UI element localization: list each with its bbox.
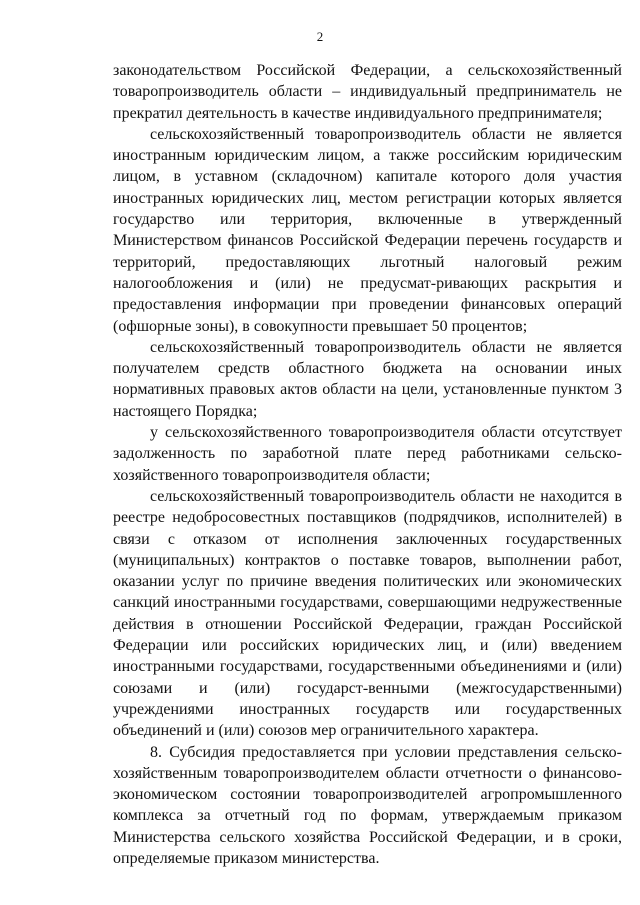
document-body [113, 60, 622, 869]
paragraph: сельскохозяйственный товаропроизводитель области не является иностранным юридическим лицом, а также российским юридическим лицом, в уставном (складочном) капитале которого доля участия иностранных юридических лиц, местом регистрации которых является государство или территория, включенные в утвержденный Министерством финансов Российской Федерации перечень государств и территорий, предоставляющих льготный налоговый режим налогообложения и (или) не предусмат-ривающих раскрытия и предоставления информации при проведении финансовых операций (офшорные зоны), в совокупности превышает 50 процентов; [113, 125, 622, 335]
paragraph: 8. Субсидия предоставляется при условии представления сельско-хозяйственным товаропроизводителем области отчетности о финансово-экономическом состоянии товаропроизводителей агропромышленного комплекса за отчетный год по формам, утверждаемым приказом Министерства сельского хозяйства Российской Федерации, и в сроки, определяемые приказом министерства. [113, 743, 622, 867]
paragraph: сельскохозяйственный товаропроизводитель области не является получателем средств областного бюджета на основании иных нормативных правовых актов области на цели, установленные пунктом 3 настоящего Порядка; [113, 338, 622, 420]
paragraph: сельскохозяйственный товаропроизводитель области не находится в реестре недобросовестных поставщиков (подрядчиков, исполнителей) в связи с отказом от исполнения заключенных государственных (муниципальных) контрактов о поставке товаров, выполнении работ, оказании услуг по причине введения политических или экономических санкций иностранными государствами, совершающими недружественные действия в отношении Российской Федерации, граждан Российской Федерации или российских юридических лиц, и (или) введением иностранными государствами, государственными объединениями и (или) союзами и (или) государст-венными (межгосударственными) учреждениями иностранных государств или государственных объединений и (или) союзов мер ограничительного характера. [113, 487, 622, 740]
paragraph: законодательством Российской Федерации, а сельскохозяйственный товаропроизводитель области – индивидуальный предприниматель не прекратил деятельность в качестве индивидуального предпринимателя; [113, 62, 622, 122]
page-number: 2 [316, 29, 324, 44]
paragraph: у сельскохозяйственного товаропроизводителя области отсутствует задолженность по заработной плате перед работниками сельско-хозяйственного товаропроизводителя области; [113, 424, 622, 484]
